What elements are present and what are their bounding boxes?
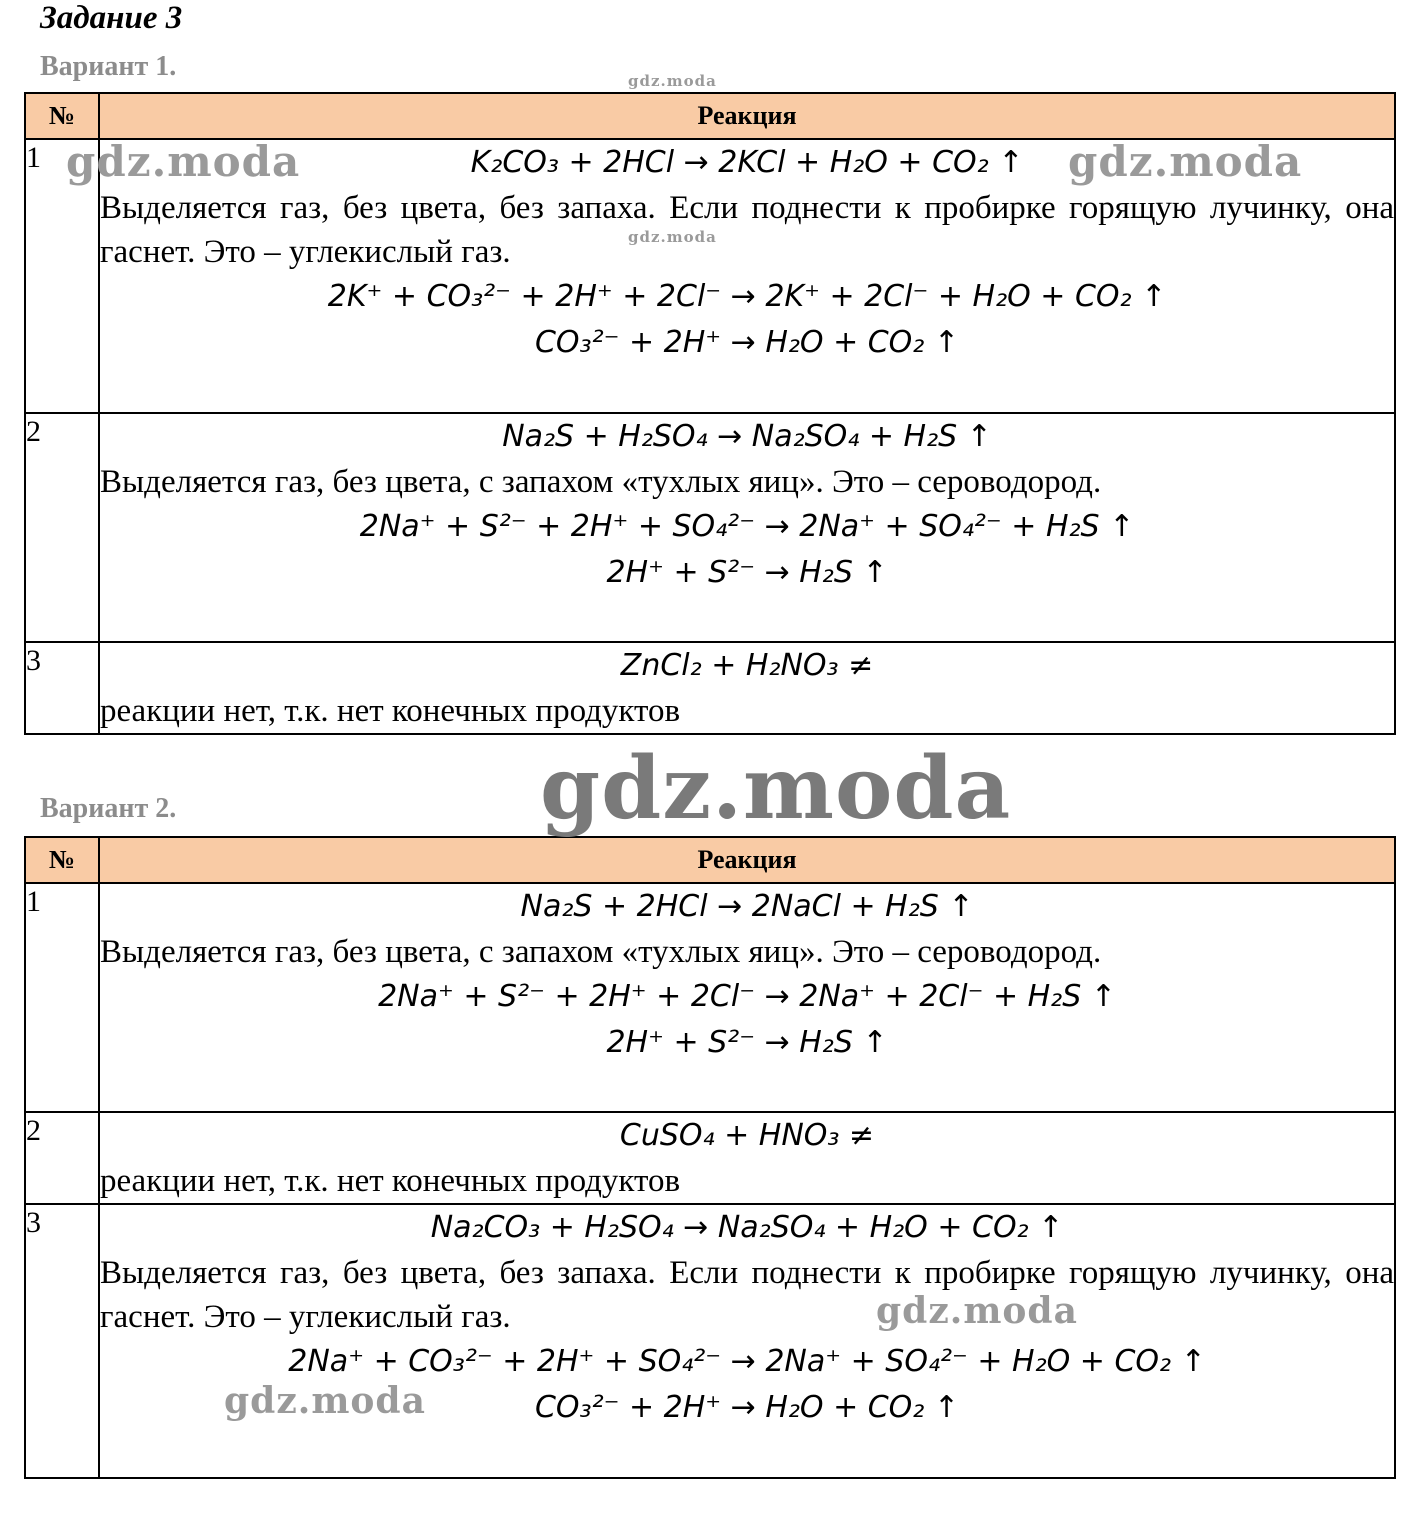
watermark: gdz.moda bbox=[66, 137, 301, 186]
header-num: № bbox=[25, 837, 99, 883]
table-row bbox=[25, 1112, 1395, 1204]
row-number: 3 bbox=[25, 1204, 99, 1478]
reaction-description: Выделяется газ, без цвета, без запаха. Если поднести к пробирке горящую лучинку, она гаснет. Это – углекислый газ. bbox=[100, 190, 1394, 270]
row-number: 2 bbox=[25, 413, 99, 642]
reaction-description: Выделяется газ, без цвета, с запахом «тухлых яиц». Это – сероводород. bbox=[100, 934, 1102, 970]
reaction-description: Выделяется газ, без цвета, с запахом «тухлых яиц». Это – сероводород. bbox=[100, 464, 1102, 500]
short-ionic-equation: CO₃²⁻ + 2H⁺ → H₂O + CO₂ ↑ bbox=[534, 325, 959, 360]
table-row bbox=[25, 413, 1395, 642]
variant-1-title: Вариант 1. bbox=[40, 51, 177, 82]
table-row bbox=[25, 883, 1395, 1112]
table-header-row bbox=[25, 93, 1395, 139]
table-row bbox=[25, 139, 1395, 413]
molecular-equation: Na₂S + 2HCl → 2NaCl + H₂S ↑ bbox=[520, 889, 974, 924]
row-number: 2 bbox=[25, 1112, 99, 1204]
table-row bbox=[25, 1204, 1395, 1478]
reaction-cell bbox=[99, 1204, 1395, 1478]
reaction-description: реакции нет, т.к. нет конечных продуктов bbox=[100, 1163, 681, 1199]
variant-2-title: Вариант 2. bbox=[40, 793, 177, 824]
table-header-row bbox=[25, 837, 1395, 883]
watermark: gdz.moda bbox=[628, 228, 717, 246]
watermark: gdz.moda bbox=[1068, 137, 1303, 186]
reaction-cell bbox=[99, 642, 1395, 734]
header-num: № bbox=[25, 93, 99, 139]
header-reaction: Реакция bbox=[99, 93, 1395, 139]
short-ionic-equation: 2H⁺ + S²⁻ → H₂S ↑ bbox=[606, 1025, 888, 1060]
full-ionic-equation: 2Na⁺ + S²⁻ + 2H⁺ + SO₄²⁻ → 2Na⁺ + SO₄²⁻ + H₂S ↑ bbox=[359, 509, 1135, 544]
molecular-equation: CuSO₄ + HNO₃ ≠ bbox=[619, 1118, 875, 1153]
reaction-description: Выделяется газ, без цвета, без запаха. Если поднести к пробирке горящую лучинку, она гаснет. Это – углекислый газ. bbox=[100, 1255, 1394, 1335]
molecular-equation: ZnCl₂ + H₂NO₃ ≠ bbox=[620, 648, 874, 683]
reaction-cell bbox=[99, 413, 1395, 642]
watermark: gdz.moda bbox=[876, 1290, 1078, 1332]
table-row bbox=[25, 642, 1395, 734]
variant-1-table bbox=[24, 92, 1396, 735]
row-number: 3 bbox=[25, 642, 99, 734]
molecular-equation: K₂CO₃ + 2HCl → 2KCl + H₂O + CO₂ ↑ bbox=[470, 145, 1024, 180]
short-ionic-equation: CO₃²⁻ + 2H⁺ → H₂O + CO₂ ↑ bbox=[534, 1390, 959, 1425]
reaction-cell bbox=[99, 1112, 1395, 1204]
row-number: 1 bbox=[25, 883, 99, 1112]
watermark: gdz.moda bbox=[224, 1380, 426, 1422]
variant-2-table bbox=[24, 836, 1396, 1479]
full-ionic-equation: 2Na⁺ + CO₃²⁻ + 2H⁺ + SO₄²⁻ → 2Na⁺ + SO₄²⁻ + H₂O + CO₂ ↑ bbox=[288, 1344, 1206, 1379]
header-reaction: Реакция bbox=[99, 837, 1395, 883]
full-ionic-equation: 2K⁺ + CO₃²⁻ + 2H⁺ + 2Cl⁻ → 2K⁺ + 2Cl⁻ + H₂O + CO₂ ↑ bbox=[327, 279, 1167, 314]
watermark: gdz.moda bbox=[628, 72, 717, 90]
full-ionic-equation: 2Na⁺ + S²⁻ + 2H⁺ + 2Cl⁻ → 2Na⁺ + 2Cl⁻ + H₂S ↑ bbox=[378, 979, 1116, 1014]
reaction-cell bbox=[99, 883, 1395, 1112]
row-number: 1 bbox=[25, 139, 99, 413]
molecular-equation: Na₂S + H₂SO₄ → Na₂SO₄ + H₂S ↑ bbox=[502, 419, 992, 454]
task-title: Задание 3 bbox=[40, 0, 183, 36]
molecular-equation: Na₂CO₃ + H₂SO₄ → Na₂SO₄ + H₂O + CO₂ ↑ bbox=[430, 1210, 1064, 1245]
short-ionic-equation: 2H⁺ + S²⁻ → H₂S ↑ bbox=[606, 555, 888, 590]
reaction-cell bbox=[99, 139, 1395, 413]
reaction-description: реакции нет, т.к. нет конечных продуктов bbox=[100, 693, 681, 729]
watermark: gdz.moda bbox=[540, 738, 1012, 839]
